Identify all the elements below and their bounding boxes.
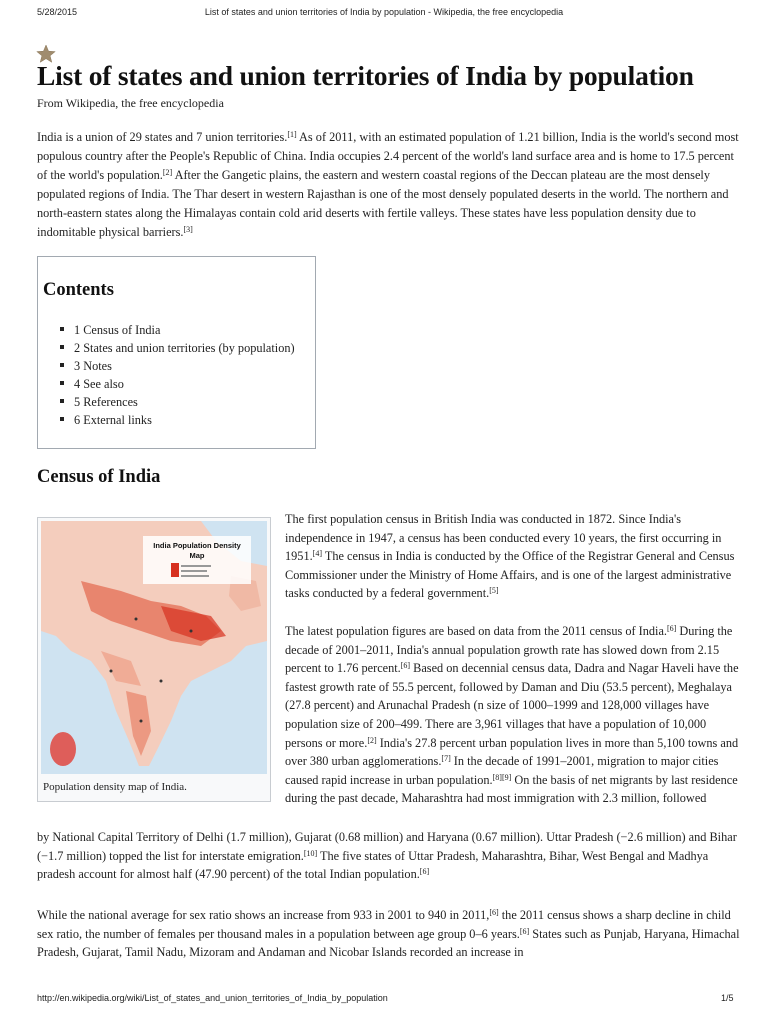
paragraph-text: States such as Punjab, Haryana, Himachal Pradesh, Gujarat, Tamil Nadu, Mizoram and Andaman and Nicobar Islands recorded an increase in bbox=[37, 926, 740, 960]
reference-link[interactable]: [6] bbox=[489, 908, 499, 917]
paragraph-text: On the basis of net migrants by last residence during the past decade, Maharashtra had most immigration with 2.3 million, followed bbox=[285, 772, 738, 806]
toc-item-label[interactable]: 2 States and union territories (by population) bbox=[74, 341, 295, 356]
census-paragraph-2-continued bbox=[37, 828, 740, 884]
map-title-line-2: Map bbox=[189, 551, 205, 560]
reference-link[interactable]: [4] bbox=[312, 549, 322, 559]
toc-list bbox=[60, 321, 295, 430]
paragraph-text: Based on decennial census data, Dadra and Nagar Haveli have the fastest growth rate of 55.5 percent, followed by Daman and Diu (53.5 percent), Meghalaya (27.8 percent) and Arunachal Pradesh (n size of 1000–1999 and 128,000 villages have population size of 200–499. There are 3,961 villages that have a population of 10,000 persons or more. bbox=[285, 661, 739, 750]
toc-item[interactable] bbox=[60, 339, 295, 357]
toc-item-label[interactable]: 5 References bbox=[74, 395, 138, 410]
paragraph-text: by National Capital Territory of Delhi (1.7 million), Gujarat (0.68 million) and Haryana (0.67 million). Uttar Pradesh (−2.6 million) and Bihar (−1.7 million) topped the list for interstate emigration. bbox=[37, 830, 737, 863]
toc-item-label[interactable]: 6 External links bbox=[74, 413, 152, 428]
intro-text-1: India is a union of 29 states and 7 union territories. bbox=[37, 130, 288, 144]
reference-link[interactable]: [10] bbox=[303, 848, 318, 858]
toc-item[interactable] bbox=[60, 375, 295, 393]
map-legend-swatch bbox=[171, 563, 179, 577]
intro-text-3: After the Gangetic plains, the eastern and western coastal regions of the Deccan plateau are the most densely populated regions of India. The Thar desert in western Rajasthan is one of the most densely populated deserts in the world. The northern and north-eastern states along the Himalayas contain cold arid deserts with fertile valleys. These states have less population density due to indomitable physical barriers. bbox=[37, 168, 729, 239]
census-paragraph-2 bbox=[285, 622, 740, 808]
paragraph-text: India's 27.8 percent urban population lives in more than 5,100 towns and over 380 urban agglomerations. bbox=[285, 735, 739, 769]
reference-link[interactable]: [6] bbox=[400, 661, 411, 671]
page-url[interactable]: http://en.wikipedia.org/wiki/List_of_states_and_union_territories_of_India_by_population bbox=[37, 993, 388, 1003]
intro-paragraph bbox=[37, 128, 740, 242]
print-date: 5/28/2015 bbox=[37, 7, 78, 17]
toc-item[interactable] bbox=[60, 357, 295, 375]
india-map-image bbox=[41, 521, 267, 774]
reference-link[interactable]: [6] bbox=[419, 867, 430, 877]
figure-caption: Population density map of India. bbox=[43, 781, 187, 793]
page-title: List of states and union territories of India by population bbox=[37, 60, 694, 91]
map-highlight bbox=[50, 732, 76, 766]
bullet-icon bbox=[60, 345, 64, 349]
toc-heading: Contents bbox=[43, 280, 114, 300]
paragraph-text: In the decade of 1991–2001, migration to major cities caused rapid increase in urban population. bbox=[285, 754, 719, 787]
reference-link[interactable]: [5] bbox=[489, 586, 499, 596]
reference-link[interactable]: [7] bbox=[441, 754, 451, 764]
paragraph-text: the 2011 census shows a sharp decline in child sex ratio, the number of females per thousand males in a population between age group 0–6 years. bbox=[37, 908, 731, 941]
reference-link[interactable]: [3] bbox=[183, 225, 193, 234]
intro-text-2: As of 2011, with an estimated population of 1.21 billion, India is the world's second most populous country after the People's Republic of China. India occupies 2.4 percent of the world's land surface area and is home to 17.5 percent of the world's population. bbox=[37, 130, 739, 182]
paragraph-text: The five states of Uttar Pradesh, Maharashtra, Bihar, West Bengal and Madhya pradesh account for almost half (47.90 percent) of the total Indian population. bbox=[37, 848, 709, 882]
reference-link[interactable]: [6] bbox=[519, 926, 530, 936]
toc-item-label[interactable]: 1 Census of India bbox=[74, 323, 161, 337]
page-number: 1/5 bbox=[721, 993, 734, 1003]
reference-link[interactable]: [8][9] bbox=[492, 772, 512, 782]
paragraph-text: During the decade of 2001–2011, India's annual population growth rate has slowed down from 2.15 percent to 1.76 percent. bbox=[285, 624, 733, 676]
bullet-icon bbox=[60, 363, 64, 367]
bullet-icon bbox=[60, 417, 64, 421]
reference-link[interactable]: [2] bbox=[162, 168, 173, 177]
toc-item-label[interactable]: 3 Notes bbox=[74, 359, 112, 374]
reference-link[interactable]: [2] bbox=[367, 735, 377, 745]
paragraph-text: The census in India is conducted by the Office of the Registrar General and Census Commissioner under the Ministry of Home Affairs, and is one of the largest administrative tasks conducted by a federal government. bbox=[285, 549, 735, 601]
page-tagline: From Wikipedia, the free encyclopedia bbox=[37, 96, 224, 110]
section-heading-census: Census of India bbox=[37, 467, 161, 487]
toc-item[interactable] bbox=[60, 411, 295, 429]
toc-item[interactable] bbox=[60, 393, 295, 411]
print-title: List of states and union territories of India by population - Wikipedia, the free encyclopedia bbox=[204, 7, 564, 17]
bullet-icon bbox=[60, 381, 64, 385]
bullet-icon bbox=[60, 327, 64, 331]
bullet-icon bbox=[60, 399, 64, 403]
paragraph-text: The latest population figures are based on data from the 2011 census of India. bbox=[285, 624, 667, 638]
paragraph-text: While the national average for sex ratio shows an increase from 933 in 2001 to 940 in 2011, bbox=[37, 908, 490, 922]
census-paragraph-3 bbox=[37, 906, 740, 962]
table-of-contents bbox=[37, 256, 316, 449]
map-figure bbox=[37, 517, 271, 802]
reference-link[interactable]: [6] bbox=[667, 624, 677, 633]
map-title-line-1: India Population Density bbox=[153, 541, 241, 550]
population-density-map[interactable] bbox=[41, 521, 267, 774]
paragraph-text: The first population census in British India was conducted in 1872. Since India's independence in 1947, a census has been conducted every 10 years, the first occurring in 1951. bbox=[285, 512, 722, 564]
toc-item[interactable] bbox=[60, 321, 295, 339]
census-paragraph-1 bbox=[285, 510, 740, 603]
toc-item-label[interactable]: 4 See also bbox=[74, 377, 124, 392]
reference-link[interactable]: [1] bbox=[287, 130, 297, 139]
